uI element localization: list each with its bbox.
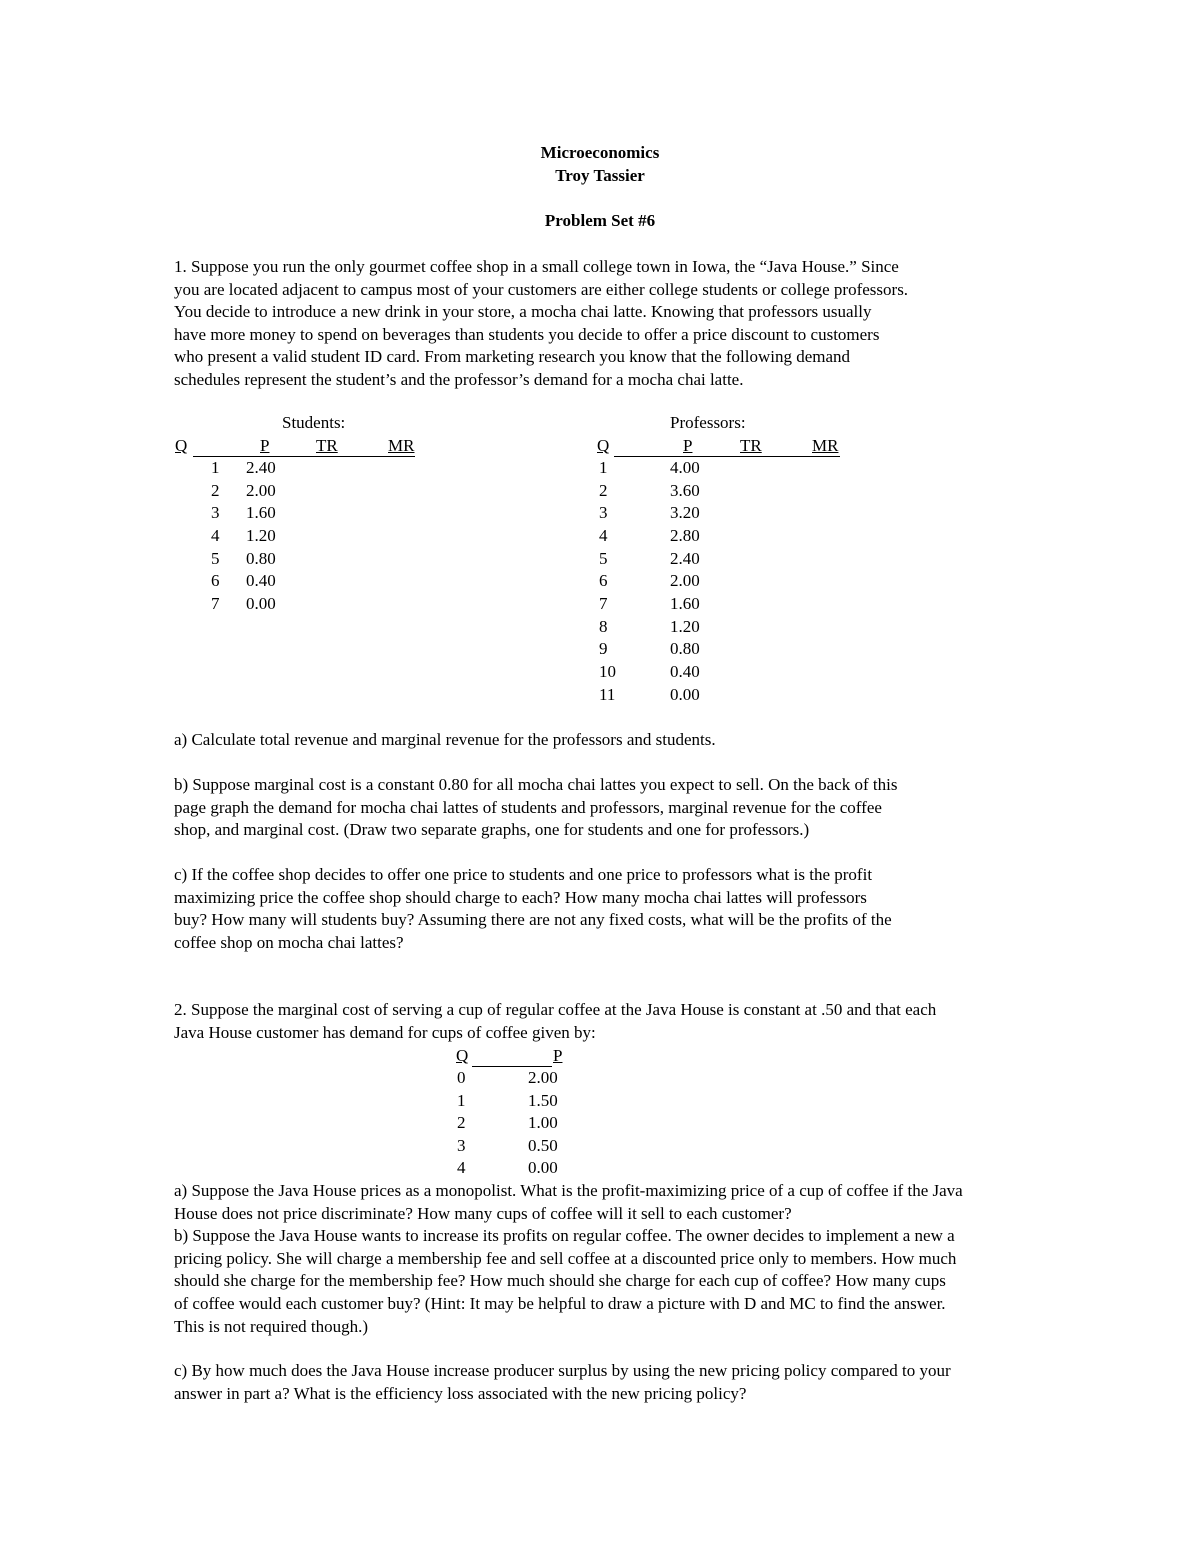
text-line: c) By how much does the Java House increase producer surplus by using the new pricing policy compared to your <box>174 1361 951 1380</box>
p-cell: 2.00 <box>670 571 700 590</box>
p-cell: 0.50 <box>528 1136 558 1155</box>
q-cell: 4 <box>599 526 608 545</box>
column-header-tr: TR <box>740 436 762 455</box>
p-cell: 1.20 <box>670 617 700 636</box>
q-cell: 7 <box>599 594 608 613</box>
p-cell: 0.40 <box>246 571 276 590</box>
column-header-q: Q <box>175 436 188 455</box>
p-cell: 2.00 <box>528 1068 558 1087</box>
q-cell: 9 <box>599 639 608 658</box>
p-cell: 0.80 <box>670 639 700 658</box>
column-header-p: P <box>553 1046 563 1065</box>
q-cell: 10 <box>599 662 616 681</box>
header-underline <box>193 435 415 457</box>
column-header-mr: MR <box>812 436 839 455</box>
q-cell: 6 <box>599 571 608 590</box>
column-header-p: P <box>683 436 693 455</box>
problem2-parts-a-b <box>174 1180 1174 1338</box>
text-line: a) Suppose the Java House prices as a monopolist. What is the profit-maximizing price of a cup of coffee if the Java <box>174 1181 963 1200</box>
problem2-intro <box>174 999 1174 1044</box>
p-cell: 0.00 <box>528 1158 558 1177</box>
text-line: of coffee would each customer buy? (Hint: It may be helpful to draw a picture with D and MC to find the answer. <box>174 1293 946 1313</box>
p-cell: 3.60 <box>670 481 700 500</box>
text-line: you are located adjacent to campus most of your customers are either college students or college professors. <box>174 279 909 299</box>
text-line: This is not required though.) <box>174 1316 369 1336</box>
q-cell: 3 <box>211 503 220 522</box>
text-line: coffee shop on mocha chai lattes? <box>174 932 404 952</box>
professors-table-title: Professors: <box>670 413 746 432</box>
author-name: Troy Tassier <box>555 166 645 185</box>
problem1-part-b <box>174 774 1094 842</box>
students-table-title: Students: <box>282 413 346 432</box>
column-header-tr: TR <box>316 436 338 455</box>
text-line: should she charge for the membership fee? How much should she charge for each cup of coffee? How many cups <box>174 1271 946 1291</box>
q-cell: 6 <box>211 571 220 590</box>
header-underline <box>472 1045 552 1067</box>
problem1-part-c <box>174 864 1094 954</box>
text-line: 2. Suppose the marginal cost of serving a cup of regular coffee at the Java House is constant at .50 and that each <box>174 1000 937 1019</box>
q-cell: 2 <box>599 481 608 500</box>
text-line: a) Calculate total revenue and marginal revenue for the professors and students. <box>174 730 716 749</box>
column-header-q: Q <box>597 436 610 455</box>
p-cell: 1.00 <box>528 1113 558 1132</box>
text-line: who present a valid student ID card. From marketing research you know that the following demand <box>174 347 851 367</box>
problem2-part-c <box>174 1360 1174 1405</box>
q-cell: 4 <box>211 526 220 545</box>
text-line: You decide to introduce a new drink in your store, a mocha chai latte. Knowing that professors usually <box>174 302 872 322</box>
text-line: schedules represent the student’s and the professor’s demand for a mocha chai latte. <box>174 369 744 389</box>
q-cell: 2 <box>457 1113 466 1132</box>
problem1-part-a <box>174 729 1094 752</box>
p-cell: 2.80 <box>670 526 700 545</box>
p-cell: 0.80 <box>246 549 276 568</box>
p-cell: 0.40 <box>670 662 700 681</box>
p-cell: 1.50 <box>528 1091 558 1110</box>
p-cell: 2.40 <box>246 458 276 477</box>
text-line: shop, and marginal cost. (Draw two separate graphs, one for students and one for professors.) <box>174 820 810 840</box>
q-cell: 1 <box>211 458 220 477</box>
p-cell: 2.00 <box>246 481 276 500</box>
q-cell: 3 <box>599 503 608 522</box>
q-cell: 1 <box>599 458 608 477</box>
text-line: buy? How many will students buy? Assuming there are not any fixed costs, what will be the profits of the <box>174 910 892 930</box>
q-cell: 4 <box>457 1158 466 1177</box>
q-cell: 0 <box>457 1068 466 1087</box>
text-line: c) If the coffee shop decides to offer one price to students and one price to professors what is the profit <box>174 865 873 884</box>
column-header-mr: MR <box>388 436 415 455</box>
q-cell: 2 <box>211 481 220 500</box>
text-line: House does not price discriminate? How many cups of coffee will it sell to each customer? <box>174 1203 792 1223</box>
problem-set-title: Problem Set #6 <box>544 211 656 230</box>
q-cell: 11 <box>599 685 616 704</box>
q-cell: 5 <box>599 549 608 568</box>
p-cell: 4.00 <box>670 458 700 477</box>
text-line: b) Suppose marginal cost is a constant 0.80 for all mocha chai lattes you expect to sell. On the back of this <box>174 775 898 794</box>
column-header-q: Q <box>456 1046 469 1065</box>
p-cell: 0.00 <box>246 594 276 613</box>
p-cell: 1.20 <box>246 526 276 545</box>
q-cell: 1 <box>457 1091 466 1110</box>
header-underline <box>614 435 840 457</box>
text-line: Java House customer has demand for cups of coffee given by: <box>174 1022 596 1042</box>
q-cell: 3 <box>457 1136 466 1155</box>
p-cell: 0.00 <box>670 685 700 704</box>
text-line: maximizing price the coffee shop should charge to each? How many mocha chai lattes will professors <box>174 887 867 907</box>
column-header-p: P <box>260 436 270 455</box>
p-cell: 1.60 <box>670 594 700 613</box>
q-cell: 8 <box>599 617 608 636</box>
text-line: b) Suppose the Java House wants to increase its profits on regular coffee. The owner decides to implement a new a <box>174 1226 955 1246</box>
text-line: answer in part a? What is the efficiency loss associated with the new pricing policy? <box>174 1383 747 1403</box>
q-cell: 5 <box>211 549 220 568</box>
p-cell: 2.40 <box>670 549 700 568</box>
text-line: pricing policy. She will charge a membership fee and sell coffee at a discounted price only to members. How much <box>174 1248 957 1268</box>
text-line: have more money to spend on beverages than students you decide to offer a price discount to customers <box>174 324 880 344</box>
text-line: 1. Suppose you run the only gourmet coffee shop in a small college town in Iowa, the “Java House.” Since <box>174 257 899 276</box>
text-line: page graph the demand for mocha chai lattes of students and professors, marginal revenue for the coffee <box>174 797 882 817</box>
course-title: Microeconomics <box>540 143 660 162</box>
problem1-intro <box>174 256 1094 392</box>
p-cell: 1.60 <box>246 503 276 522</box>
q-cell: 7 <box>211 594 220 613</box>
p-cell: 3.20 <box>670 503 700 522</box>
